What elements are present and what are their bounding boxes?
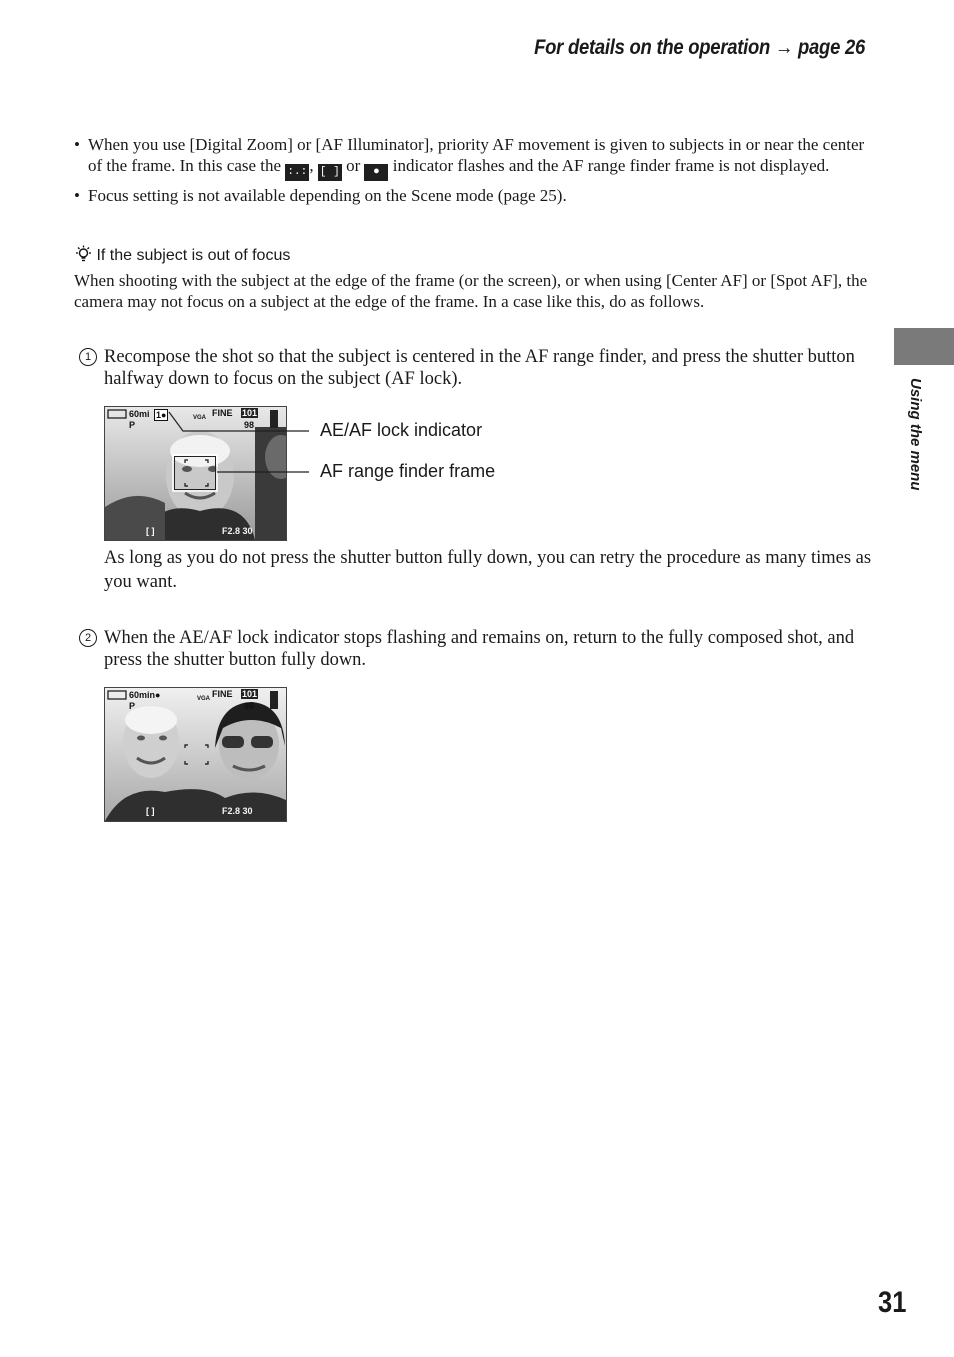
digital-zoom-indicator-icon: :.:: [285, 164, 309, 181]
aperture-shutter: F2.8 30: [222, 806, 253, 816]
shots-remaining: 98: [244, 420, 255, 430]
page-header: For details on the operation → page 26: [534, 36, 865, 59]
aperture-shutter: F2.8 30: [222, 526, 253, 536]
callout-lines: [160, 400, 320, 490]
step-2-text: When the AE/AF lock indicator stops flashing and remains on, return to the fully composed shot, and press the shutter button fully down.: [104, 628, 855, 670]
quality-label: FINE: [212, 689, 233, 699]
note-item: • When you use [Digital Zoom] or [AF Illuminator], priority AF movement is given to subjects in or near the center of the frame. In this case the :.: , [ ] or ● indicator flashes and the AF range finder frame is not displayed.: [74, 134, 874, 181]
folder-icon: 101: [242, 689, 258, 699]
recording-mode: P: [129, 701, 136, 711]
callout-ae-af-lock: AE/AF lock indicator: [320, 420, 483, 440]
image-size-icon: VGA: [197, 696, 211, 702]
af-mode-indicator: [ ]: [146, 806, 155, 816]
step-1-text: Recompose the shot so that the subject is centered in the AF range finder, and press the shutter button halfway down to focus on the subject (AF lock).: [104, 347, 855, 389]
notes-list: [74, 134, 874, 210]
tip-body: When shooting with the subject at the edge of the frame (or the screen), or when using [Center AF] or [Spot AF], the camera may not focus on a subject at the edge of the frame. In a case like this, do as follows.: [74, 271, 868, 311]
battery-remaining: 60mi: [129, 409, 150, 419]
ae-af-lock-indicator: 1●: [156, 410, 167, 420]
step-1-note: As long as you do not press the shutter button fully down, you can retry the procedure as many times as you want.: [104, 548, 872, 592]
spot-af-indicator-icon: ●: [364, 164, 388, 181]
lightbulb-icon: [75, 245, 92, 263]
callout-af-range-finder: AF range finder frame: [320, 461, 496, 481]
multi-af-indicator-icon: [ ]: [318, 164, 342, 181]
section-tab: [894, 328, 954, 365]
page-number: 31: [877, 1286, 906, 1319]
lcd-screen-composed: [104, 687, 287, 822]
step-number-2: 2: [79, 629, 97, 647]
image-size-icon: VGA: [193, 415, 207, 421]
tip-title: If the subject is out of focus: [75, 245, 290, 265]
recording-mode: P: [129, 420, 136, 430]
note-item: • Focus setting is not available depending on the Scene mode (page 25).: [74, 186, 567, 205]
step-number-1: 1: [79, 348, 97, 366]
shots-remaining: 98: [244, 701, 255, 711]
af-mode-indicator: [ ]: [146, 526, 155, 536]
section-label: Using the menu: [907, 378, 924, 491]
battery-remaining: 60min●: [129, 690, 161, 700]
quality-label: FINE: [212, 408, 233, 418]
folder-icon: 101: [242, 408, 258, 418]
